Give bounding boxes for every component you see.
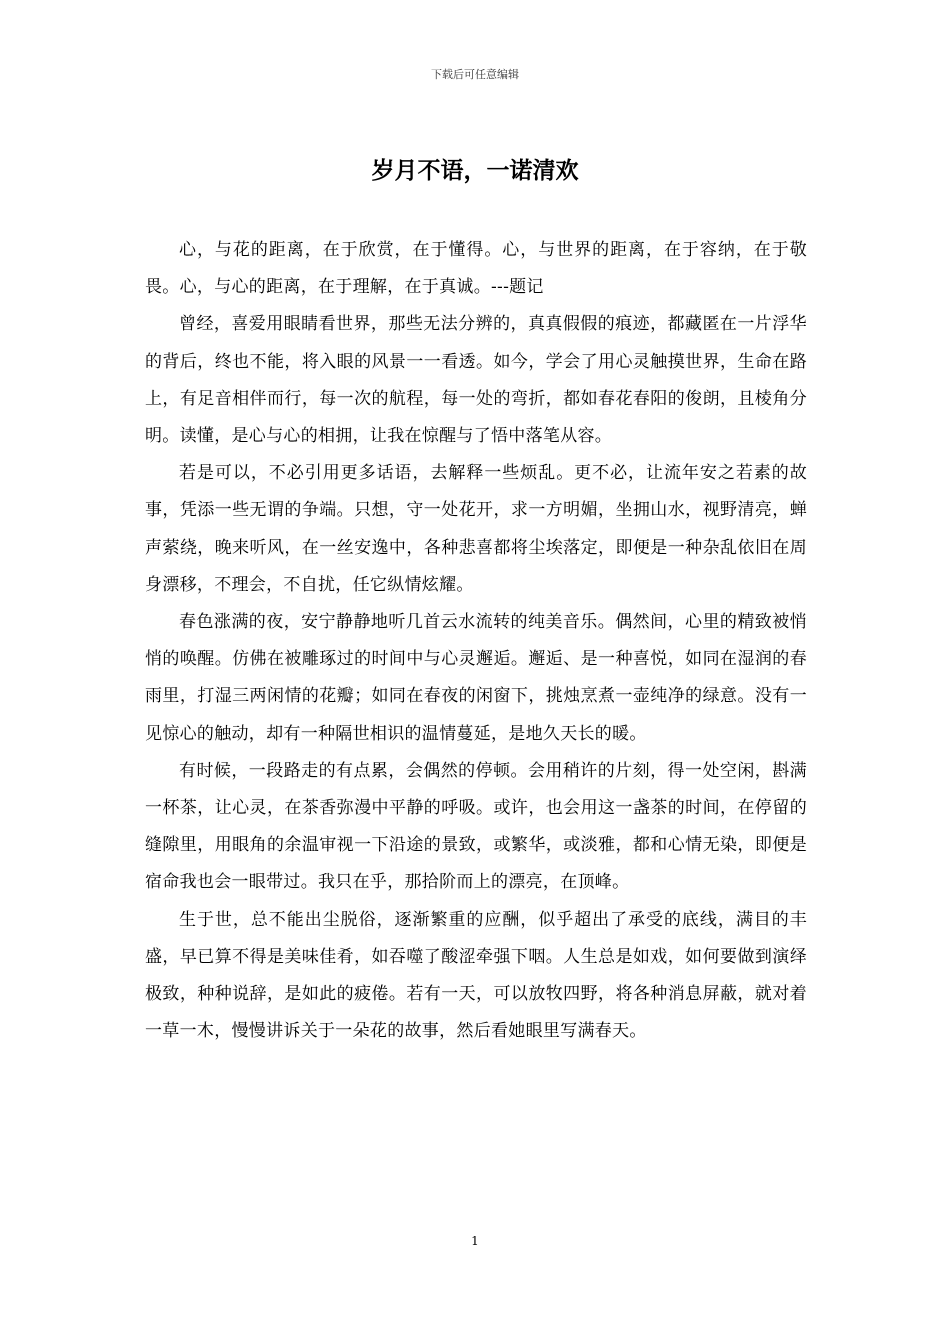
page-number: 1: [471, 1234, 479, 1248]
paragraph-epigraph: 心，与花的距离，在于欣赏，在于懂得。心，与世界的距离，在于容纳，在于敬畏。心，与心的距离，在于理解，在于真诚。---题记: [145, 240, 807, 298]
paragraph: 曾经，喜爱用眼睛看世界，那些无法分辨的，真真假假的痕迹，都藏匿在一片浮华的背后，终也不能，将入眼的风景一一看透。如今，学会了用心灵触摸世界，生命在路上，有足音相伴而行，每一次的航程，每一处的弯折，都如春花春阳的俊朗，且棱角分明。读懂，是心与心的相拥，让我在惊醒与了悟中落笔从容。: [145, 314, 807, 447]
document-body: [145, 232, 807, 1050]
paragraph: 有时候，一段路走的有点累，会偶然的停顿。会用稍许的片刻，得一处空闲，斟满一杯茶，让心灵，在茶香弥漫中平静的呼吸。或许，也会用这一盏茶的时间，在停留的缝隙里，用眼角的余温审视一下沿途的景致，或繁华，或淡雅，都和心情无染，即便是宿命我也会一眼带过。我只在乎，那拾阶而上的漂亮，在顶峰。: [145, 760, 807, 893]
paragraph: 春色涨满的夜，安宁静静地听几首云水流转的纯美音乐。偶然间，心里的精致被悄悄的唤醒。仿佛在被雕琢过的时间中与心灵邂逅。邂逅、是一种喜悦，如同在湿润的春雨里，打湿三两闲情的花瓣；如同在春夜的闲窗下，挑烛烹煮一壶纯净的绿意。没有一见惊心的触动，却有一种隔世相识的温情蔓延，是地久天长的暖。: [145, 612, 807, 744]
paragraph: 若是可以，不必引用更多话语，去解释一些烦乱。更不必，让流年安之若素的故事，凭添一些无谓的争端。只想，守一处花开，求一方明媚，坐拥山水，视野清亮，蝉声萦绕，晚来听风，在一丝安逸中，各种悲喜都将尘埃落定，即便是一种杂乱依旧在周身漂移，不理会，不自扰，任它纵情炫耀。: [145, 463, 807, 595]
document-title: 岁月不语，一诺清欢: [371, 157, 579, 184]
header-note: 下载后可任意编辑: [431, 68, 519, 81]
paragraph: 生于世，总不能出尘脱俗，逐渐繁重的应酬，似乎超出了承受的底线，满目的丰盛，早已算不得是美味佳肴，如吞噬了酸涩牵强下咽。人生总是如戏，如何要做到演绎极致，种种说辞，是如此的疲倦。若有一天，可以放牧四野，将各种消息屏蔽，就对着一草一木，慢慢讲诉关于一朵花的故事，然后看她眼里写满春天。: [145, 909, 807, 1042]
